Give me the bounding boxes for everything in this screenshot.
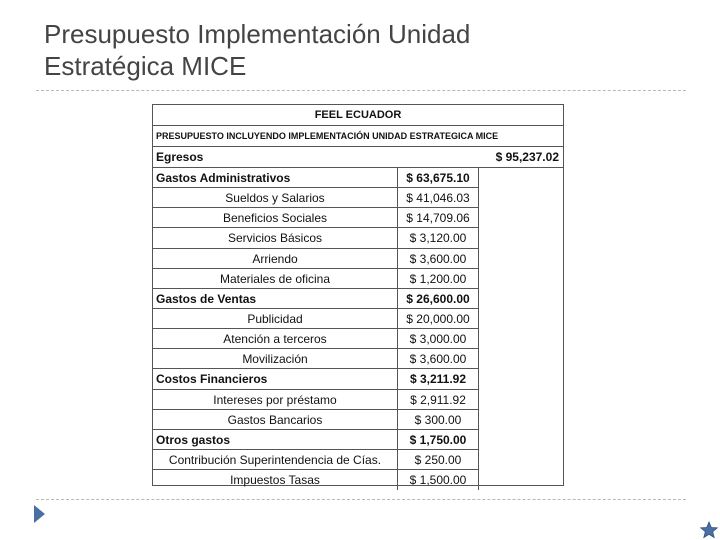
blank-column (478, 168, 563, 490)
sheet-title: FEEL ECUADOR (153, 105, 563, 126)
row-label: Materiales de oficina (153, 269, 398, 288)
egresos-label: Egresos (156, 150, 204, 164)
table-row (153, 289, 478, 309)
bottom-divider (36, 499, 686, 500)
table-row (153, 188, 478, 208)
row-label: Atención a terceros (153, 329, 398, 348)
row-label: Movilización (153, 349, 398, 368)
budget-table-image (152, 104, 564, 486)
table-row (153, 410, 478, 430)
row-label: Servicios Básicos (153, 228, 398, 247)
row-label: Costos Financieros (153, 369, 398, 388)
row-value: $ 14,709.06 (406, 211, 470, 226)
table-row (153, 450, 478, 470)
row-label: Otros gastos (153, 430, 398, 449)
budget-rows (153, 168, 478, 490)
row-value: $ 3,120.00 (409, 231, 467, 246)
row-value: $ 1,200.00 (409, 271, 467, 286)
title-line-2: Estratégica MICE (44, 51, 247, 81)
row-value: $ 3,211.92 (409, 372, 467, 387)
row-value: $ 26,600.00 (406, 291, 470, 306)
table-row (153, 430, 478, 450)
table-row (153, 228, 478, 248)
table-row (153, 168, 478, 188)
row-value: $ 20,000.00 (406, 311, 470, 326)
row-value: $ 41,046.03 (406, 191, 470, 206)
row-label: Sueldos y Salarios (153, 188, 398, 207)
table-row (153, 369, 478, 389)
row-label: Contribución Superintendencia de Cías. (153, 450, 398, 469)
row-value: $ 300.00 (414, 412, 462, 427)
table-row (153, 470, 478, 490)
table-row (153, 309, 478, 329)
row-value: $ 63,675.10 (406, 171, 470, 185)
bullet-arrow-icon (34, 505, 45, 523)
table-row (153, 269, 478, 289)
row-label: Beneficios Sociales (153, 208, 398, 227)
title-line-1: Presupuesto Implementación Unidad (44, 19, 471, 49)
table-row (153, 390, 478, 410)
table-row (153, 329, 478, 349)
table-row (153, 208, 478, 228)
top-divider (36, 90, 686, 91)
table-row (153, 249, 478, 269)
row-value: $ 3,600.00 (409, 251, 467, 266)
row-label: Intereses por préstamo (153, 390, 398, 409)
table-row (153, 349, 478, 369)
row-value: $ 2,911.92 (410, 392, 466, 407)
egresos-row (153, 147, 563, 168)
row-value: $ 3,000.00 (409, 332, 467, 347)
row-label: Publicidad (153, 309, 398, 328)
sheet-subtitle: PRESUPUESTO INCLUYENDO IMPLEMENTACIÓN UNIDAD ESTRATEGICA MICE (153, 126, 563, 147)
row-value: $ 250.00 (414, 452, 462, 467)
row-label: Impuestos Tasas (153, 470, 398, 490)
star-icon[interactable] (700, 521, 718, 539)
row-label: Gastos de Ventas (153, 289, 398, 308)
row-value: $ 1,500.00 (409, 473, 467, 488)
egresos-value: $ 95,237.02 (495, 150, 559, 164)
row-value: $ 3,600.00 (409, 352, 467, 367)
row-label: Gastos Bancarios (153, 410, 398, 429)
row-label: Gastos Administrativos (153, 168, 398, 187)
row-value: $ 1,750.00 (409, 432, 467, 447)
page-title (44, 18, 664, 82)
row-label: Arriendo (153, 249, 398, 268)
